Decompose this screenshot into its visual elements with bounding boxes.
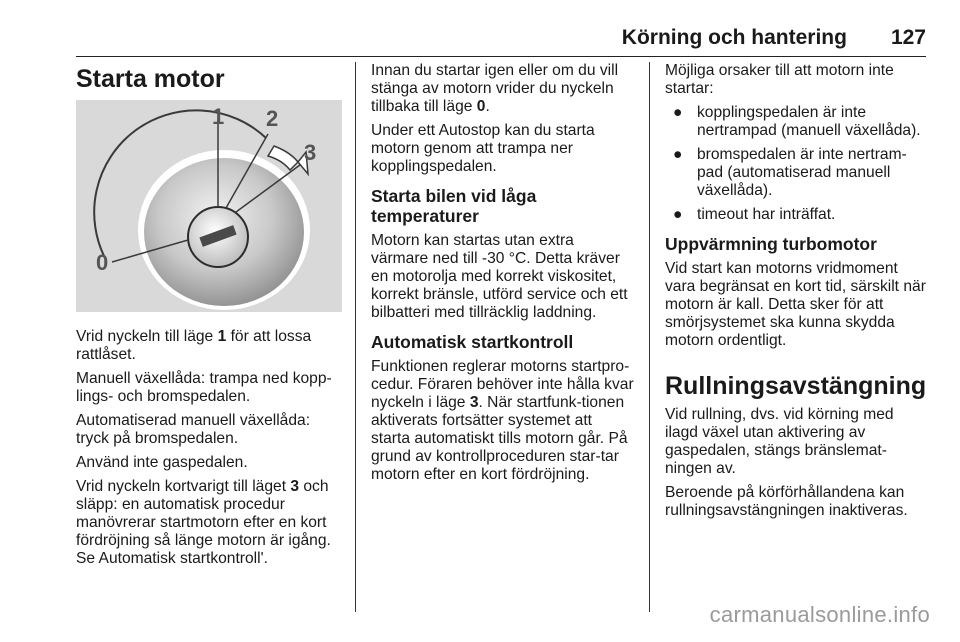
- paragraph-automated-gearbox: Automatiserad manuell växellåda: tryck på bromspedalen.: [76, 412, 311, 447]
- heading-coasting-cutoff: Rullningsavstängning: [665, 372, 927, 400]
- label-position-3: 3: [304, 140, 317, 165]
- column-3: [665, 62, 929, 526]
- paragraph-manual-gearbox: Manuell växellåda: trampa ned kopp-lings- och bromspedalen.: [76, 370, 332, 405]
- bullet-icon: ●: [673, 104, 683, 121]
- ignition-switch-illustration: [76, 100, 342, 312]
- paragraph-start-procedure: Vrid nyckeln kortvarigt till läget 3 och släpp: en automatisk procedur manövrerar startmotorn efter en kort fördröjning så länge motorn är igång. Se Automatisk startkontroll'.: [76, 478, 331, 567]
- list-item: ● kopplingspedalen är inte nertrampad (manuell växellåda).: [665, 104, 929, 140]
- list-item: ● bromspedalen är inte nertram-pad (automatiserad manuell växellåda).: [665, 146, 929, 200]
- paragraph-restart: Innan du startar igen eller om du vill stänga av motorn vrider du nyckeln tillbaka till läge 0.: [371, 62, 619, 115]
- label-position-0: 0: [96, 250, 109, 275]
- heading-cold-start: Starta bilen vid låga temperaturer: [371, 186, 537, 226]
- causes-list: [665, 104, 929, 224]
- paragraph-turn-key: Vrid nyckeln till läge 1 för att lossa rattlåset.: [76, 328, 312, 363]
- bullet-icon: ●: [673, 146, 683, 163]
- page-header: [622, 26, 926, 50]
- bullet-icon: ●: [673, 206, 683, 223]
- header-title: Körning och hantering: [621, 26, 847, 49]
- paragraph-turbo-warmup: Vid start kan motorns vridmoment vara begränsat en kort tid, särskilt när motorn är kall. Detta sker för att smörjsystemet ska kunna skydda motorn ordentligt.: [665, 260, 926, 349]
- paragraph-coasting-1: Vid rullning, dvs. vid körning med ilagd växel utan aktivering av gaspedalen, stängs bränslemat-ningen av.: [665, 406, 894, 477]
- paragraph-no-accelerator: Använd inte gaspedalen.: [76, 454, 248, 471]
- section-title-starta-motor: Starta motor: [76, 65, 225, 93]
- paragraph-coasting-2: Beroende på körförhållandena kan rullningsavstängningen inaktiveras.: [665, 484, 908, 519]
- paragraph-autostop: Under ett Autostop kan du starta motorn genom att trampa ner kopplingspedalen.: [371, 122, 595, 175]
- paragraph-auto-start: Funktionen reglerar motorns startpro-cedur. Föraren behöver inte hålla kvar nyckeln i läge 3. När startfunk-tionen aktiverats fortsätter systemet att starta automatiskt tills motorn går. På grund av kontrollproceduren star-tar motorn efter en kort fördröjning.: [371, 358, 634, 483]
- column-divider-1: [355, 62, 356, 612]
- page-number: 127: [890, 26, 926, 49]
- paragraph-cold-start: Motorn kan startas utan extra värmare ned till -30 °C. Detta kräver en motorolja med korrekt viskositet, korrekt bränsle, utförd service och ett bilbatteri med tillräcklig laddning.: [371, 232, 628, 321]
- label-position-1: 1: [212, 104, 225, 129]
- column-1: [76, 62, 342, 574]
- column-divider-2: [649, 62, 650, 612]
- header-divider: [76, 56, 926, 57]
- ignition-key-figure: [76, 100, 342, 312]
- label-position-2: 2: [266, 106, 279, 131]
- heading-auto-start: Automatisk startkontroll: [371, 332, 574, 352]
- paragraph-causes-intro: Möjliga orsaker till att motorn inte startar:: [665, 62, 894, 97]
- heading-turbo-warmup: Uppvärmning turbomotor: [665, 234, 877, 254]
- list-item: ● timeout har inträffat.: [665, 206, 929, 224]
- column-2: [371, 62, 635, 490]
- watermark: carmanualsonline.info: [709, 602, 930, 627]
